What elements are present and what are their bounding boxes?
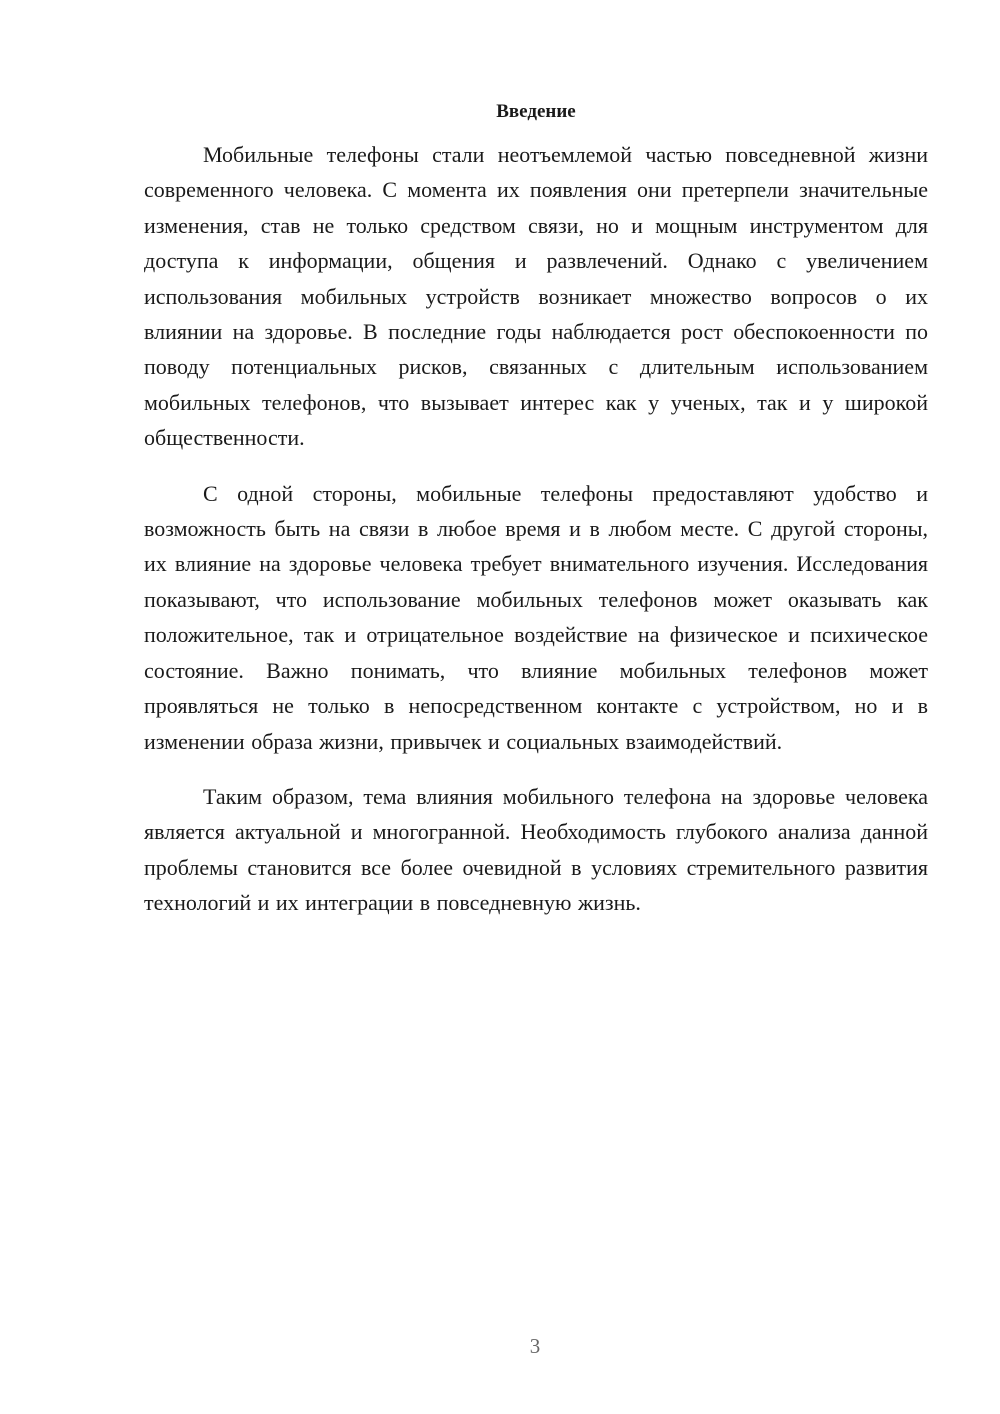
page-number: 3	[529, 1334, 541, 1358]
paragraph-2: С одной стороны, мобильные телефоны предоставляют удобство и возможность быть на связи в любое время и в любом месте. С другой стороны, их влияние на здоровье человека требует внимательного изучения. Исследования показывают, что использование мобильных телефонов может оказывать как положительное, так и отрицательное воздействие на физическое и психическое состояние. Важно понимать, что влияние мобильных телефонов может проявляться не только в непосредственном контакте с устройством, но и в изменении образа жизни, привычек и социальных взаимодействий.	[144, 480, 928, 754]
section-title: Введение	[496, 101, 576, 122]
paragraph-1: Мобильные телефоны стали неотъемлемой частью повседневной жизни современного человека. С момента их появления они претерпели значительные изменения, став не только средством связи, но и мощным инструментом для доступа к информации, общения и развлечений. Однако с увеличением использования мобильных устройств возникает множество вопросов о их влиянии на здоровье. В последние годы наблюдается рост обеспокоенности по поводу потенциальных рисков, связанных с длительным использованием мобильных телефонов, что вызывает интерес как у ученых, так и у широкой общественности.	[144, 142, 928, 451]
page-content	[144, 96, 928, 941]
paragraph-3: Таким образом, тема влияния мобильного телефона на здоровье человека является актуальной и многогранной. Необходимость глубокого анализа данной проблемы становится все более очевидной в условиях стремительного развития технологий и их интеграции в повседневную жизнь.	[144, 783, 928, 916]
